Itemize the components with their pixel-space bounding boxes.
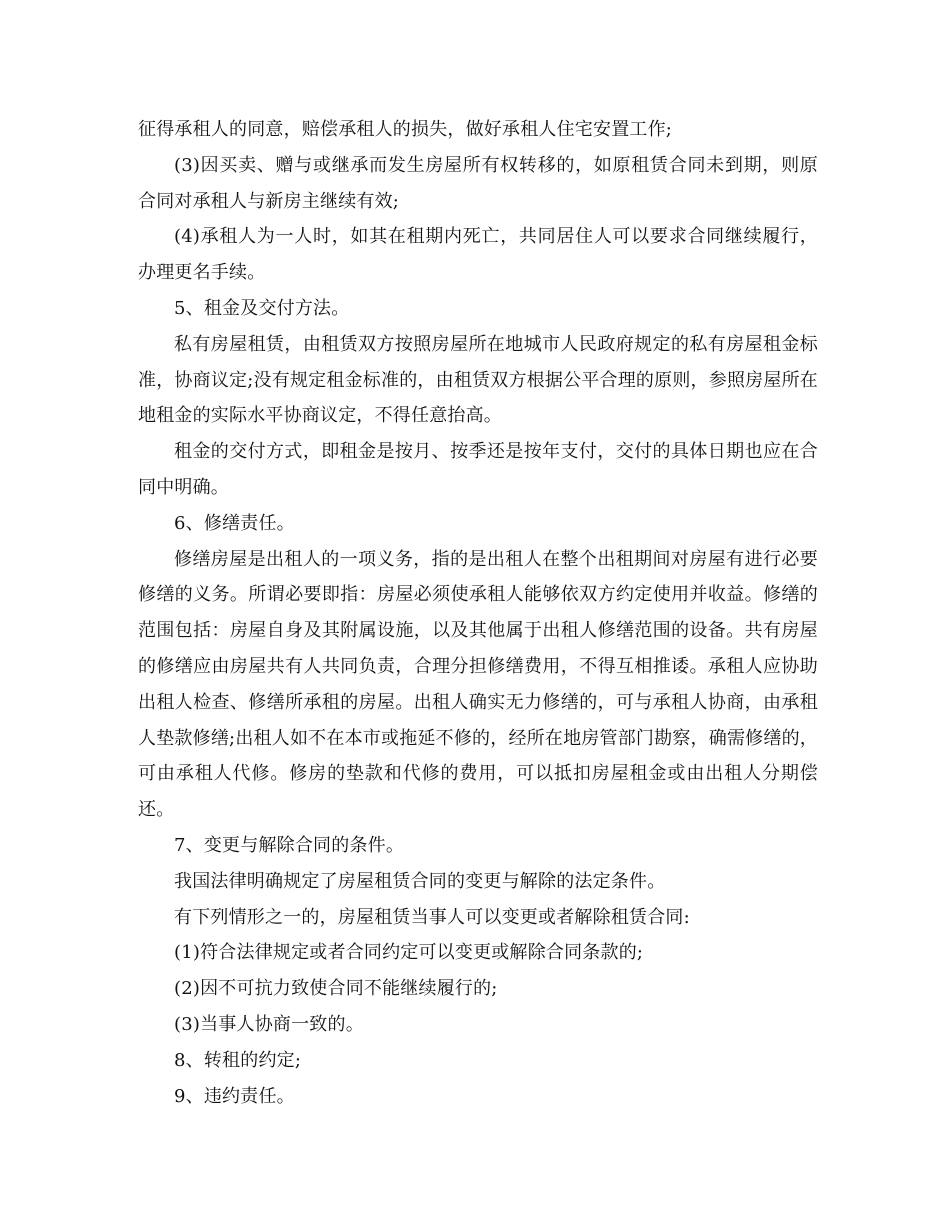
paragraph-rent-standard: 私有房屋租赁，由租赁双方按照房屋所在地城市人民政府规定的私有房屋租金标准，协商议定;没有规定租金标准的，由租赁双方根据公平合理的原则，参照房屋所在地租金的实际水平协商议定，不得任意抬高。 bbox=[138, 333, 818, 427]
paragraph-conditions-intro: 有下列情形之一的，房屋租赁当事人可以变更或者解除租赁合同: bbox=[174, 906, 690, 928]
list-item-condition-3: (3)当事人协商一致的。 bbox=[174, 1013, 364, 1035]
paragraph-legal-conditions: 我国法律明确规定了房屋租赁合同的变更与解除的法定条件。 bbox=[174, 870, 666, 892]
paragraph-continuation: 征得承租人的同意，赔偿承租人的损失，做好承租人住宅安置工作; bbox=[138, 119, 673, 140]
paragraph-rent-payment: 租金的交付方式，即租金是按月、按季还是按年支付，交付的具体日期也应在合同中明确。 bbox=[138, 441, 818, 498]
section-heading-rent: 5、租金及交付方法。 bbox=[174, 297, 350, 319]
section-heading-liability: 9、违约责任。 bbox=[174, 1085, 295, 1107]
document-body bbox=[138, 112, 818, 1114]
section-heading-change: 7、变更与解除合同的条件。 bbox=[174, 834, 405, 856]
paragraph-item-3: (3)因买卖、赠与或继承而发生房屋所有权转移的，如原租赁合同未到期，则原合同对承租人与新房主继续有效; bbox=[138, 154, 818, 212]
section-heading-repair: 6、修缮责任。 bbox=[174, 512, 295, 534]
list-item-condition-1: (1)符合法律规定或者合同约定可以变更或解除合同条款的; bbox=[174, 942, 644, 964]
list-item-condition-2: (2)因不可抗力致使合同不能继续履行的; bbox=[174, 978, 498, 1000]
paragraph-repair-duty: 修缮房屋是出租人的一项义务，指的是出租人在整个出租期间对房屋有进行必要修缮的义务。所谓必要即指：房屋必须使承租人能够依双方约定使用并收益。修缮的范围包括：房屋自身及其附属设施，以及其他属于出租人修缮范围的设备。共有房屋的修缮应由房屋共有人共同负责，合理分担修缮费用，不得互相推诿。承租人应协助出租人检查、修缮所承租的房屋。出租人确实无力修缮的，可与承租人协商，由承租人垫款修缮;出租人如不在本市或拖延不修的，经所在地房管部门勘察，确需修缮的，可由承租人代修。修房的垫款和代修的费用，可以抵扣房屋租金或由出租人分期偿还。 bbox=[138, 548, 818, 821]
section-heading-sublease: 8、转租的约定; bbox=[174, 1049, 302, 1071]
paragraph-item-4: (4)承租人为一人时，如其在租期内死亡，共同居住人可以要求合同继续履行，办理更名手续。 bbox=[138, 226, 818, 284]
